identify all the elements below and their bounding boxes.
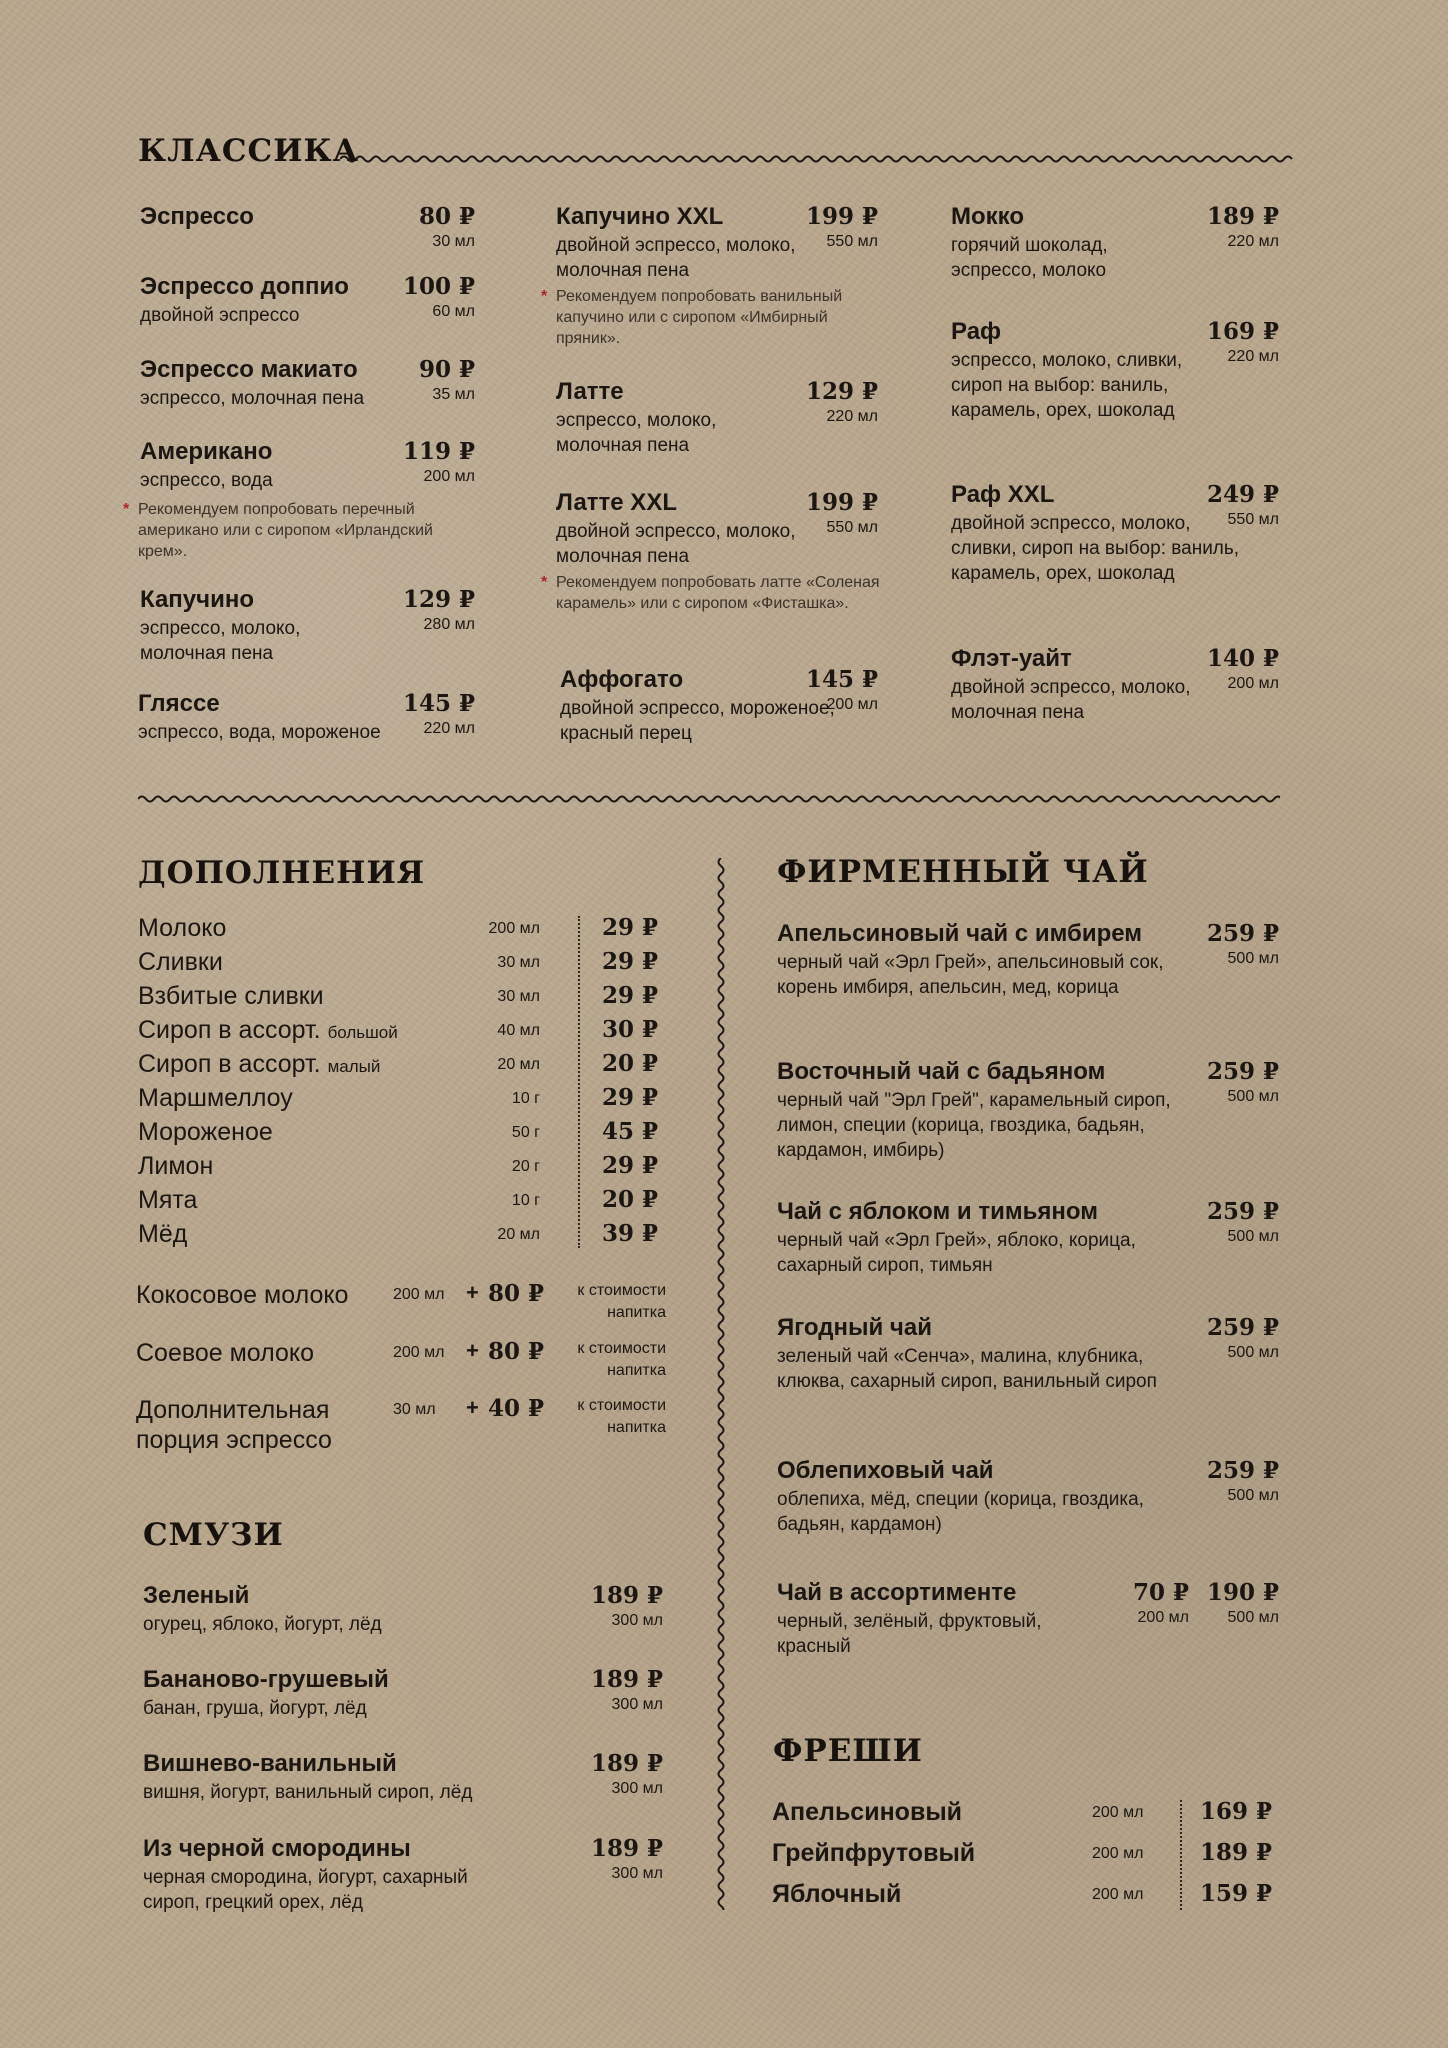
asterisk-icon: * [123, 501, 130, 518]
item-name: Эспрессо доппио [140, 273, 349, 300]
item-volume: 300 мл [611, 1780, 663, 1797]
item-volume: 200 мл [423, 468, 475, 485]
addition-price: 39 ₽ [601, 1220, 658, 1247]
addition-row [138, 1016, 658, 1050]
addition-price: 29 ₽ [601, 914, 658, 941]
item-description: огурец, яблоко, йогурт, лёд [143, 1614, 382, 1635]
section-title-tea: ФИРМЕННЫЙ ЧАЙ [777, 854, 1149, 890]
fresh-price: 189 ₽ [1199, 1839, 1272, 1866]
addition-row [138, 1152, 658, 1186]
addition-volume: 20 г [511, 1158, 540, 1175]
extra-addition [136, 1338, 666, 1388]
note-text: Рекомендуем попробовать ванильный капучино или с сиропом «Имбирный пряник». [556, 288, 843, 347]
item-volume: 200 мл [826, 696, 878, 713]
item-price: 100 ₽ [402, 273, 475, 300]
addition-name: Мороженое [138, 1118, 273, 1146]
menu-item [777, 1058, 1279, 1168]
menu-item [951, 318, 1279, 448]
item-name: Ягодный чай [777, 1314, 932, 1341]
extra-addition [136, 1395, 666, 1459]
extra-volume: 200 мл [393, 1286, 445, 1303]
item-volume: 300 мл [611, 1865, 663, 1882]
item-description: эспрессо, молоко, сливки, сироп на выбор: ваниль, карамель, орех, шоколад [951, 350, 1183, 421]
extra-note: к стоимости напитка [577, 1340, 666, 1379]
item-description: двойной эспрессо, молоко, молочная пена [556, 235, 796, 281]
item-name: Латте XXL [556, 489, 677, 516]
menu-item [777, 1198, 1279, 1283]
item-description: черный чай «Эрл Грей», яблоко, корица, сахарный сироп, тимьян [777, 1230, 1136, 1276]
item-name: Из черной смородины [143, 1835, 411, 1862]
item-volume: 300 мл [611, 1612, 663, 1629]
item-description: двойной эспрессо, молоко, сливки, сироп на выбор: ваниль, карамель, орех, шоколад [951, 513, 1240, 584]
fresh-price: 169 ₽ [1199, 1798, 1272, 1825]
item-description: черная смородина, йогурт, сахарный сироп, грецкий орех, лёд [143, 1867, 468, 1913]
item-description: горячий шоколад, эспрессо, молоко [951, 235, 1108, 281]
item-name: Мокко [951, 203, 1025, 230]
item-volume: 220 мл [1227, 233, 1279, 250]
item-description: эспрессо, молоко, молочная пена [140, 618, 301, 664]
item-volume: 500 мл [1227, 1609, 1279, 1626]
item-price: 259 ₽ [1206, 1058, 1279, 1085]
item-name: Американо [140, 438, 273, 465]
item-name: Апельсиновый чай с имбирем [777, 920, 1143, 947]
addition-row [138, 1050, 658, 1084]
item-price: 145 ₽ [402, 690, 475, 717]
menu-item [140, 586, 475, 666]
fresh-row [772, 1798, 1272, 1834]
addition-name: Маршмеллоу [138, 1084, 293, 1112]
section-title-classic: КЛАССИКА [138, 133, 359, 169]
item-name: Чай в ассортименте [777, 1579, 1017, 1606]
fresh-name: Яблочный [772, 1880, 902, 1908]
addition-volume: 20 мл [497, 1226, 540, 1243]
item-volume: 500 мл [1227, 1487, 1279, 1504]
item-volume: 550 мл [826, 519, 878, 536]
item-name: Бананово-грушевый [143, 1666, 389, 1693]
item-volume: 60 мл [432, 303, 475, 320]
menu-item [777, 1314, 1279, 1424]
addition-name: Мята [138, 1186, 198, 1214]
item-price: 189 ₽ [590, 1666, 663, 1693]
addition-row [138, 914, 658, 948]
item-price: 145 ₽ [805, 666, 878, 693]
addition-volume: 40 мл [497, 1022, 540, 1039]
menu-item [140, 273, 475, 333]
extra-price: 40 ₽ [488, 1395, 545, 1422]
item-price: 259 ₽ [1206, 1314, 1279, 1341]
extra-addition [136, 1280, 666, 1330]
menu-item [143, 1835, 663, 1925]
item-name: Вишнево-ванильный [143, 1750, 397, 1777]
addition-price: 29 ₽ [601, 1084, 658, 1111]
item-name: Капучино [140, 586, 254, 613]
item-description: эспрессо, вода [140, 470, 273, 491]
extra-volume: 200 мл [393, 1344, 445, 1361]
item-price: 129 ₽ [805, 378, 878, 405]
item-name: Аффогато [560, 666, 684, 693]
item-description: зеленый чай «Сенча», малина, клубника, клюква, сахарный сироп, ванильный сироп [777, 1346, 1157, 1392]
addition-volume: 30 мл [497, 988, 540, 1005]
item-description: черный чай «Эрл Грей», апельсиновый сок, корень имбиря, апельсин, мед, корица [777, 952, 1164, 998]
item-description: двойной эспрессо, молоко, молочная пена [556, 521, 796, 567]
addition-row [138, 1220, 658, 1254]
extra-name: Дополнительная порция эспрессо [136, 1396, 332, 1454]
plus-sign: + [466, 1280, 479, 1305]
addition-price: 29 ₽ [601, 948, 658, 975]
item-price: 189 ₽ [1206, 203, 1279, 230]
dotted-divider [1180, 1800, 1182, 1910]
item-price: 190 ₽ [1206, 1579, 1279, 1606]
item-volume: 220 мл [826, 408, 878, 425]
menu-item [140, 203, 475, 263]
extra-note: к стоимости напитка [577, 1397, 666, 1436]
item-price: 189 ₽ [590, 1835, 663, 1862]
plus-sign: + [466, 1395, 479, 1420]
recommendation-note [123, 499, 473, 562]
asterisk-icon: * [541, 288, 548, 305]
item-description: облепиха, мёд, специи (корица, гвоздика, бадьян, кардамон) [777, 1489, 1144, 1535]
item-volume: 220 мл [1227, 348, 1279, 365]
item-price: 119 ₽ [402, 438, 475, 465]
item-name: Раф XXL [951, 481, 1055, 508]
item-volume: 500 мл [1227, 950, 1279, 967]
extra-note: к стоимости напитка [577, 1282, 666, 1321]
fresh-row [772, 1839, 1272, 1875]
item-price: 259 ₽ [1206, 920, 1279, 947]
addition-volume: 10 г [511, 1192, 540, 1209]
addition-volume: 30 мл [497, 954, 540, 971]
addition-row [138, 982, 658, 1016]
item-description: вишня, йогурт, ванильный сироп, лёд [143, 1782, 473, 1803]
item-description: черный, зелёный, фруктовый, красный [777, 1611, 1042, 1657]
item-description: двойной эспрессо, молоко, молочная пена [951, 677, 1191, 723]
item-price: 90 ₽ [418, 356, 475, 383]
menu-item [138, 690, 475, 750]
item-price: 199 ₽ [805, 489, 878, 516]
item-volume: 300 мл [611, 1696, 663, 1713]
fresh-volume: 200 мл [1092, 1804, 1144, 1821]
item-name: Раф [951, 318, 1002, 345]
menu-item [556, 378, 878, 458]
fresh-row [772, 1880, 1272, 1916]
item-description: банан, груша, йогурт, лёд [143, 1698, 367, 1719]
item-name: Чай с яблоком и тимьяном [777, 1198, 1098, 1225]
item-name: Гляссе [138, 690, 220, 717]
item-price: 140 ₽ [1206, 645, 1279, 672]
item-price: 189 ₽ [590, 1582, 663, 1609]
addition-volume: 20 мл [497, 1056, 540, 1073]
addition-price: 20 ₽ [601, 1186, 658, 1213]
item-volume: 220 мл [423, 720, 475, 737]
item-price: 189 ₽ [590, 1750, 663, 1777]
vertical-wavy-divider [714, 858, 728, 1910]
menu-item [556, 489, 878, 569]
menu-item [143, 1750, 663, 1810]
item-description: эспрессо, молоко, молочная пена [556, 410, 717, 456]
item-price: 199 ₽ [805, 203, 878, 230]
menu-item [140, 438, 475, 498]
item-price: 80 ₽ [418, 203, 475, 230]
fresh-volume: 200 мл [1092, 1845, 1144, 1862]
plus-sign: + [466, 1338, 479, 1363]
menu-item [951, 481, 1279, 611]
addition-name: Молоко [138, 914, 227, 942]
menu-item [143, 1582, 663, 1642]
item-volume: 500 мл [1227, 1088, 1279, 1105]
item-volume: 500 мл [1227, 1228, 1279, 1245]
menu-item [777, 1579, 1279, 1664]
extra-volume: 30 мл [393, 1401, 436, 1418]
asterisk-icon: * [541, 574, 548, 591]
recommendation-note [541, 572, 886, 614]
note-text: Рекомендуем попробовать перечный американо или с сиропом «Ирландский крем». [138, 501, 433, 560]
item-description: черный чай "Эрл Грей", карамельный сироп, лимон, специи (корица, гвоздика, бадьян, кардамон, имбирь) [777, 1090, 1171, 1161]
addition-name: Сливки [138, 948, 223, 976]
item-name: Зеленый [143, 1582, 250, 1609]
item-volume-small: 200 мл [1137, 1609, 1189, 1626]
menu-item [951, 203, 1279, 283]
fresh-name: Грейпфрутовый [772, 1839, 976, 1867]
item-description: эспрессо, молочная пена [140, 388, 365, 409]
note-text: Рекомендуем попробовать латте «Соленая карамель» или с сиропом «Фисташка». [556, 574, 880, 612]
item-description: двойной эспрессо, мороженое, красный перец [560, 698, 835, 744]
recommendation-note [541, 286, 886, 349]
addition-row [138, 1186, 658, 1220]
addition-price: 45 ₽ [601, 1118, 658, 1145]
section-title-smoothie: СМУЗИ [143, 1517, 284, 1553]
item-volume: 550 мл [1227, 511, 1279, 528]
item-name: Облепиховый чай [777, 1457, 994, 1484]
addition-price: 30 ₽ [601, 1016, 658, 1043]
item-volume: 35 мл [432, 386, 475, 403]
menu-item [951, 645, 1279, 725]
section-title-additions: ДОПОЛНЕНИЯ [138, 855, 426, 891]
item-price: 169 ₽ [1206, 318, 1279, 345]
extra-name: Кокосовое молоко [136, 1281, 349, 1309]
menu-item [556, 203, 878, 283]
item-price: 259 ₽ [1206, 1457, 1279, 1484]
addition-name: Сироп в ассорт. малый [138, 1050, 381, 1078]
dotted-divider [578, 916, 580, 1248]
addition-volume: 200 мл [488, 920, 540, 937]
menu-item [777, 920, 1279, 1030]
item-description: двойной эспрессо [140, 305, 300, 326]
addition-price: 29 ₽ [601, 1152, 658, 1179]
addition-row [138, 1084, 658, 1118]
addition-price: 29 ₽ [601, 982, 658, 1009]
item-volume: 550 мл [826, 233, 878, 250]
item-price: 249 ₽ [1206, 481, 1279, 508]
item-volume: 200 мл [1227, 675, 1279, 692]
section-title-fresh: ФРЕШИ [773, 1733, 923, 1769]
menu-item [560, 666, 878, 746]
addition-row [138, 1118, 658, 1152]
item-price: 129 ₽ [402, 586, 475, 613]
addition-name: Лимон [138, 1152, 214, 1180]
item-volume: 500 мл [1227, 1344, 1279, 1361]
extra-price: 80 ₽ [488, 1338, 545, 1365]
fresh-name: Апельсиновый [772, 1798, 963, 1826]
item-volume: 280 мл [423, 616, 475, 633]
item-name: Восточный чай с бадьяном [777, 1058, 1106, 1085]
addition-volume: 10 г [511, 1090, 540, 1107]
addition-name: Сироп в ассорт. большой [138, 1016, 398, 1044]
menu-item [143, 1666, 663, 1726]
extra-price: 80 ₽ [488, 1280, 545, 1307]
menu-item [777, 1457, 1279, 1542]
fresh-volume: 200 мл [1092, 1886, 1144, 1903]
wavy-divider [340, 152, 1312, 166]
wavy-divider [138, 792, 1280, 806]
item-price-small: 70 ₽ [1132, 1579, 1189, 1606]
fresh-price: 159 ₽ [1199, 1880, 1272, 1907]
addition-volume: 50 г [511, 1124, 540, 1141]
addition-row [138, 948, 658, 982]
addition-name: Взбитые сливки [138, 982, 324, 1010]
item-name: Латте [556, 378, 624, 405]
item-name: Эспрессо макиато [140, 356, 358, 383]
item-description: эспрессо, вода, мороженое [138, 722, 381, 743]
item-name: Флэт-уайт [951, 645, 1072, 672]
addition-price: 20 ₽ [601, 1050, 658, 1077]
extra-name: Соевое молоко [136, 1339, 315, 1367]
menu-item [140, 356, 475, 416]
item-volume: 30 мл [432, 233, 475, 250]
item-price: 259 ₽ [1206, 1198, 1279, 1225]
item-name: Капучино XXL [556, 203, 724, 230]
addition-name: Мёд [138, 1220, 188, 1248]
item-name: Эспрессо [140, 203, 254, 230]
